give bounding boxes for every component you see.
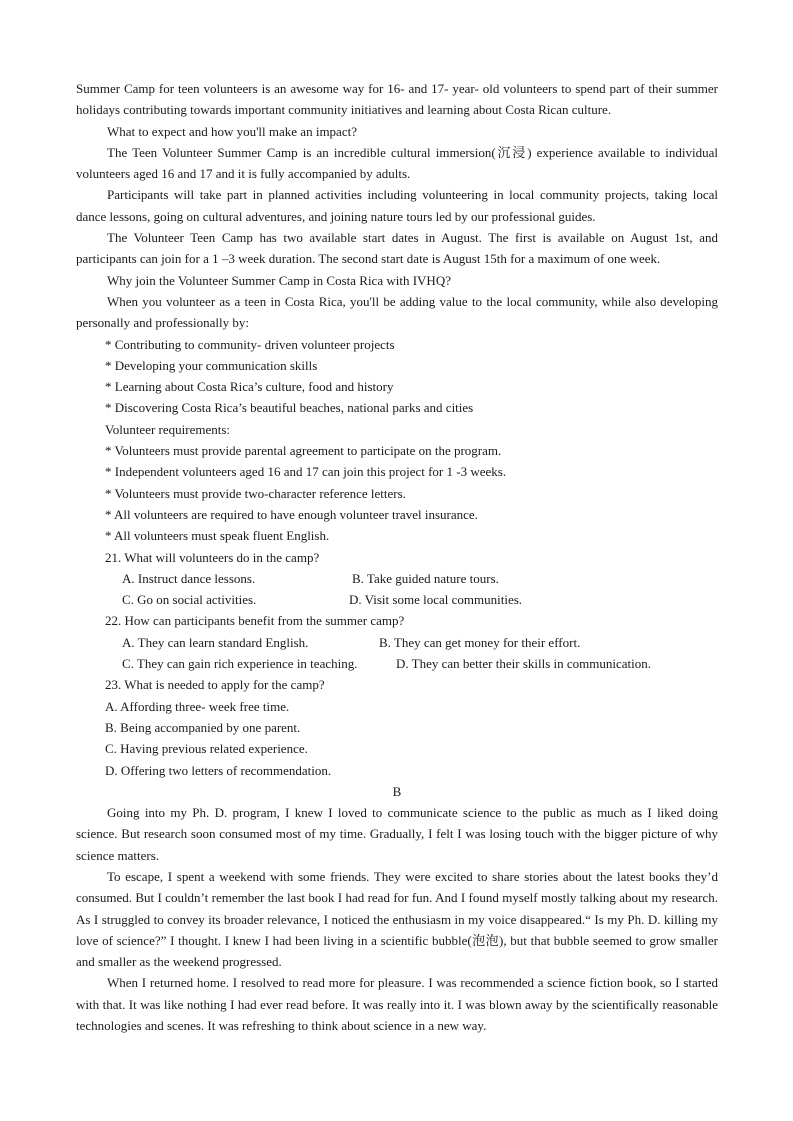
option-row xyxy=(76,632,718,653)
list-item: * All volunteers are required to have enough volunteer travel insurance. xyxy=(105,506,478,522)
option-a: A. Affording three- week free time. xyxy=(105,698,290,714)
paragraph: The Volunteer Teen Camp has two available start dates in August. The first is available on August 1st, and participants can join for a 1 –3 week duration. The second start date is August 15th for a maximum of one week. xyxy=(76,230,718,267)
list-item: * All volunteers must speak fluent English. xyxy=(105,528,330,544)
option-b: B. Being accompanied by one parent. xyxy=(105,719,301,735)
option-c: C. They can gain rich experience in teaching. xyxy=(122,656,358,672)
paragraph: To escape, I spent a weekend with some friends. They were excited to share stories about the latest books they’d consumed. But I couldn’t remember the last book I had read for fun. And I found myself mostly talking about my research. As I struggled to convey its broader relevance, I noticed the enthusiasm in my voice disappeared.“ Is my Ph. D. killing my love of science?” I thought. I knew I had been living in a scientific bubble(泡泡), but that bubble seemed to grow smaller and smaller as the weekend progressed. xyxy=(76,868,718,970)
question-heading-expect: What to expect and how you'll make an impact? xyxy=(107,123,357,139)
paragraph: Participants will take part in planned activities including volunteering in local community projects, taking local dance lessons, going on cultural adventures, and joining nature tours led by our professional guides. xyxy=(76,187,718,224)
option-a: A. Instruct dance lessons. xyxy=(122,570,256,586)
paragraph: The Teen Volunteer Summer Camp is an incredible cultural immersion(沉浸) experience available to individual volunteers aged 16 and 17 and it is fully accompanied by adults. xyxy=(76,144,718,182)
option-c: C. Having previous related experience. xyxy=(105,741,308,757)
option-d: D. Offering two letters of recommendation. xyxy=(105,762,332,778)
option-a: A. They can learn standard English. xyxy=(122,634,309,650)
list-item: * Learning about Costa Rica’s culture, food and history xyxy=(105,379,394,395)
list-item: * Developing your communication skills xyxy=(105,357,318,373)
list-item: * Independent volunteers aged 16 and 17 can join this project for 1 -3 weeks. xyxy=(105,464,507,480)
passage-a-intro: Summer Camp for teen volunteers is an awesome way for 16- and 17- year- old volunteers to spend part of their summer holidays contributing towards important community initiatives and learning about Costa Rican culture. xyxy=(76,81,718,118)
option-row xyxy=(76,653,718,674)
paragraph: When I returned home. I resolved to read more for pleasure. I was recommended a science fiction book, so I started with that. It was like nothing I had ever read before. It was really into it. I was blown away by the scientifically reasonable technologies and scenes. It was refreshing to think about science in a new way. xyxy=(76,975,718,1034)
option-row xyxy=(76,589,718,610)
question-heading-why: Why join the Volunteer Summer Camp in Costa Rica with IVHQ? xyxy=(107,272,451,288)
document-page xyxy=(76,78,718,1036)
list-item: * Discovering Costa Rica’s beautiful beaches, national parks and cities xyxy=(105,400,474,416)
option-c: C. Go on social activities. xyxy=(122,592,257,608)
list-item: * Volunteers must provide two-character reference letters. xyxy=(105,485,406,501)
paragraph: When you volunteer as a teen in Costa Rica, you'll be adding value to the local community, while also developing personally and professionally by: xyxy=(76,293,718,331)
list-item: * Contributing to community- driven volunteer projects xyxy=(105,336,395,352)
option-b: B. Take guided nature tours. xyxy=(352,570,499,586)
question-stem: 22. How can participants benefit from the summer camp? xyxy=(105,613,405,629)
question-stem: 23. What is needed to apply for the camp? xyxy=(105,677,325,693)
paragraph: Going into my Ph. D. program, I knew I loved to communicate science to the public as much as I liked doing science. But research soon consumed most of my time. Gradually, I felt I was losing touch with the bigger picture of why science matters. xyxy=(76,805,718,863)
option-d: D. Visit some local communities. xyxy=(349,592,523,608)
option-row xyxy=(76,568,718,589)
option-b: B. They can get money for their effort. xyxy=(379,634,581,650)
list-item: * Volunteers must provide parental agreement to participate on the program. xyxy=(105,443,502,459)
section-label: B xyxy=(392,783,402,799)
question-stem: 21. What will volunteers do in the camp? xyxy=(105,549,320,565)
option-d: D. They can better their skills in communication. xyxy=(396,656,652,672)
requirements-heading: Volunteer requirements: xyxy=(105,421,231,437)
